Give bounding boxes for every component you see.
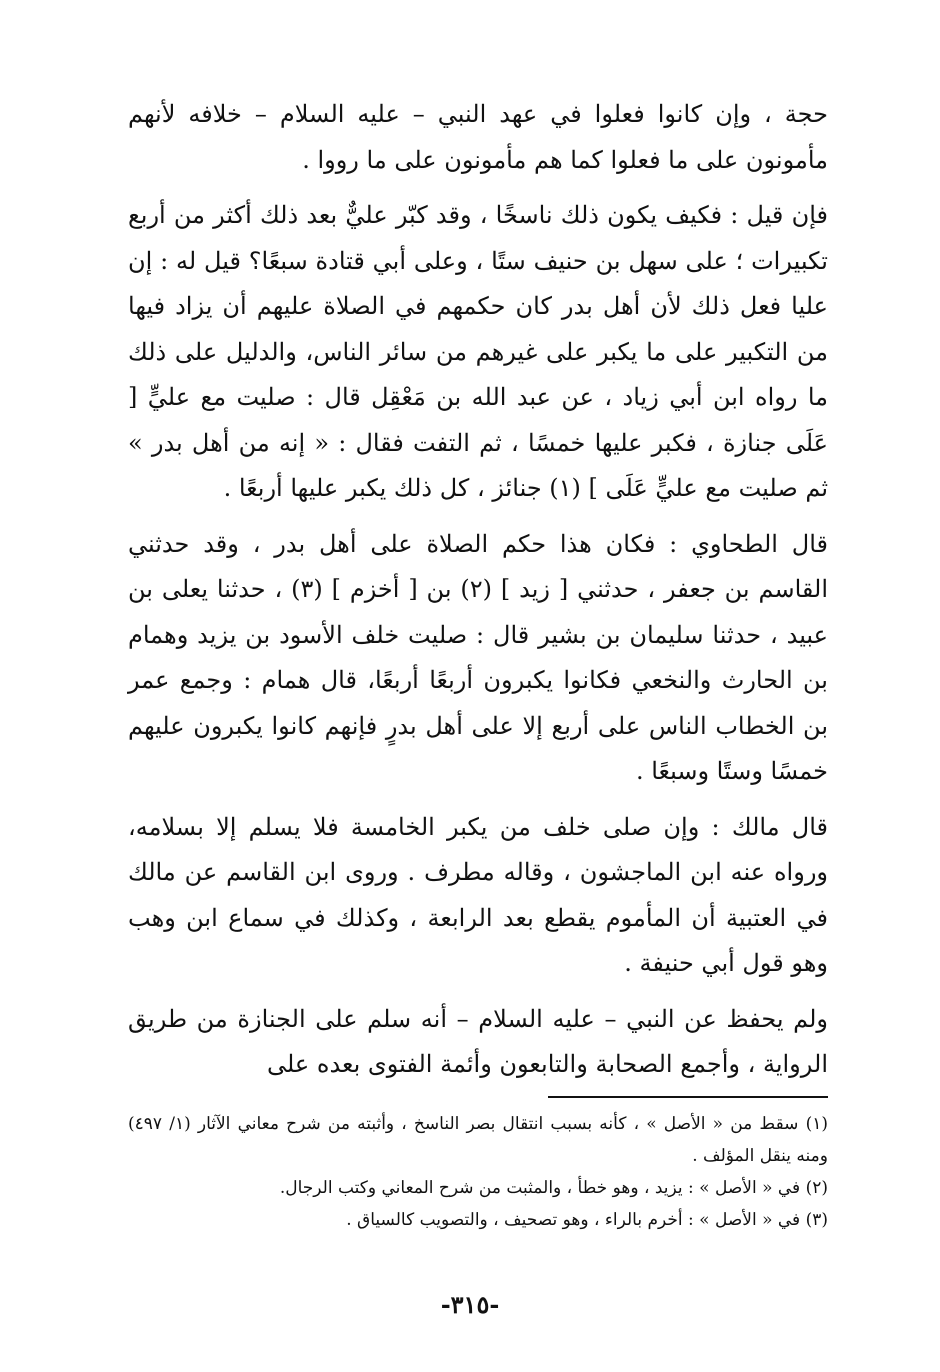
footnote-3: (٣) في « الأصل » : أخرم بالراء ، وهو تصحيف ، والتصويب كالسياق . xyxy=(346,1210,828,1230)
footnote-2: (٢) في « الأصل » : يزيد ، وهو خطأ ، والمثبت من شرح المعاني وكتب الرجال. xyxy=(279,1178,828,1198)
footnote-divider xyxy=(548,1096,828,1098)
footnotes xyxy=(128,1108,828,1236)
paragraph-5: ولم يحفظ عن النبي – عليه السلام – أنه سلم على الجنازة من طريق الرواية ، وأجمع الصحابة والتابعون وأئمة الفتوى بعده على xyxy=(128,1004,828,1078)
main-text xyxy=(128,92,828,1098)
paragraph-3: قال الطحاوي : فكان هذا حكم الصلاة على أهل بدر ، وقد حدثني القاسم بن جعفر ، حدثني [ زيد ] (٢) بن [ أخزم ] (٣) ، حدثنا يعلى بن عبيد ، حدثنا سليمان بن بشير قال : صليت خلف الأسود بن يزيد وهمام بن الحارث والنخعي فكانوا يكبرون أربعًا أربعًا، قال همام : وجمع عمر بن الخطاب الناس على أربع إلا على أهل بدرٍ فإنهم كانوا يكبرون عليهم خمسًا وستًا وسبعًا . xyxy=(128,529,828,785)
paragraph-2: فإن قيل : فكيف يكون ذلك ناسخًا ، وقد كبّر عليٌّ بعد ذلك أكثر من أربع تكبيرات ؛ على سهل بن حنيف ستًا ، وعلى أبي قتادة سبعًا؟ قيل له : إن عليا فعل ذلك لأن أهل بدر كان حكمهم في الصلاة عليهم أن يزاد فيها من التكبير على ما يكبر على غيرهم من سائر الناس، والدليل على ذلك ما رواه ابن أبي زياد ، عن عبد الله بن مَعْقِل قال : صليت مع عليٍّ [ عَلَى جنازة ، فكبر عليها خمسًا ، ثم التفت فقال : « إنه من أهل بدر » ثم صليت مع عليٍّ عَلَى ] (١) جنائز ، كل ذلك يكبر عليها أربعًا . xyxy=(128,201,829,502)
paragraph-1: حجة ، وإن كانوا فعلوا في عهد النبي – عليه السلام – خلافه لأنهم مأمونون على ما فعلوا كما هم مأمونون على ما رووا . xyxy=(128,100,828,174)
paragraph-4: قال مالك : وإن صلى خلف من يكبر الخامسة فلا يسلم إلا بسلامه، ورواه عنه ابن الماجشون ، وقاله مطرف . وروى ابن القاسم عن مالك في العتبية أن المأموم يقطع بعد الرابعة ، وكذلك في سماع ابن وهب وهو قول أبي حنيفة . xyxy=(128,812,828,977)
footnote-1: (١) سقط من « الأصل » ، كأنه بسبب انتقال بصر الناسخ ، وأثبته من شرح معاني الآثار (١/ ٤٩٧) ومنه ينقل المؤلف . xyxy=(128,1114,828,1166)
page-number: -٣١٥- xyxy=(440,1290,500,1319)
